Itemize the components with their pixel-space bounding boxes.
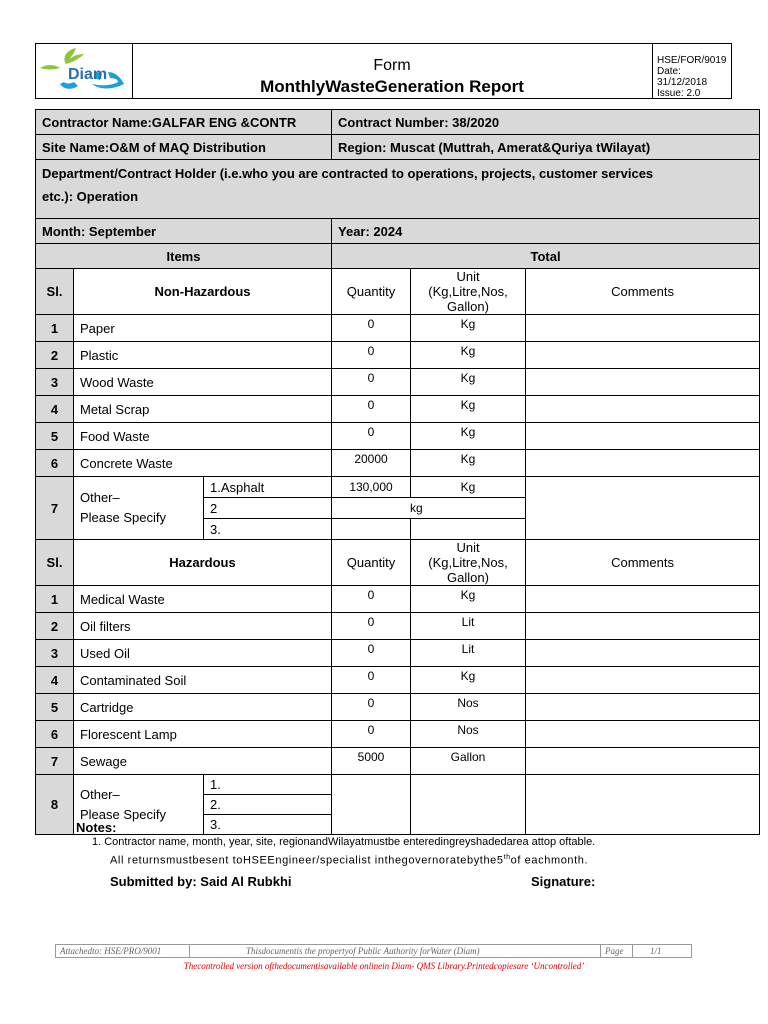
comments-cell[interactable] — [526, 369, 760, 396]
item-name: Paper — [74, 315, 332, 342]
sl-cell: 7 — [36, 477, 74, 540]
form-header — [35, 43, 732, 99]
table-row — [36, 748, 760, 775]
table-row — [36, 640, 760, 667]
unit-cell[interactable]: Kg — [411, 586, 526, 613]
unit-cell[interactable]: Kg — [411, 342, 526, 369]
unit-cell[interactable] — [411, 775, 526, 835]
quantity-cell[interactable]: 0 — [332, 721, 411, 748]
non-hazardous-rows — [36, 315, 760, 477]
comments-cell[interactable] — [526, 315, 760, 342]
item-name: Contaminated Soil — [74, 667, 332, 694]
other-spec[interactable]: 3. — [204, 519, 332, 540]
waste-report-table — [35, 109, 760, 835]
contract-number[interactable]: Contract Number: 38/2020 — [332, 110, 760, 135]
comments-header: Comments — [526, 269, 760, 315]
sl-cell: 1 — [36, 586, 74, 613]
unit-cell[interactable]: Kg — [411, 396, 526, 423]
item-name: Used Oil — [74, 640, 332, 667]
unit-cell[interactable]: Kg — [411, 667, 526, 694]
unit-cell[interactable]: Kg — [411, 477, 526, 498]
unit-cell[interactable]: Kg — [411, 450, 526, 477]
item-name: Sewage — [74, 748, 332, 775]
table-row — [36, 396, 760, 423]
other-label-line2: Please Specify — [80, 806, 166, 822]
unit-cell[interactable]: Kg — [411, 369, 526, 396]
quantity-cell[interactable]: 0 — [332, 342, 411, 369]
other-label — [74, 477, 204, 540]
hazardous-other — [36, 775, 760, 835]
quantity-cell[interactable]: 0 — [332, 396, 411, 423]
item-name: Florescent Lamp — [74, 721, 332, 748]
logo-cell — [36, 44, 133, 98]
month[interactable]: Month: September — [36, 219, 332, 244]
footer-divider — [600, 945, 601, 957]
unit-header: Unit (Kg,Litre,Nos, Gallon) — [411, 540, 526, 586]
sl-cell: 2 — [36, 342, 74, 369]
quantity-cell[interactable] — [332, 519, 411, 540]
non-hazardous-header-row — [36, 269, 760, 315]
quantity-cell[interactable]: 0 — [332, 694, 411, 721]
notes-heading-text: Notes: — [76, 820, 117, 835]
unit-cell[interactable] — [411, 519, 526, 540]
item-name: Plastic — [74, 342, 332, 369]
doc-code: HSE/FOR/9019 — [657, 55, 727, 66]
sl-cell: 6 — [36, 721, 74, 748]
comments-cell[interactable] — [526, 748, 760, 775]
item-name: Metal Scrap — [74, 396, 332, 423]
note-2-post: of eachmonth. — [510, 854, 589, 867]
quantity-cell[interactable]: 130,000 — [332, 477, 411, 498]
note-1: 1. Contractor name, month, year, site, regionandWilayatmustbe enteredingreyshadedarea attop oftable. — [92, 836, 596, 848]
quantity-cell[interactable]: 0 — [332, 586, 411, 613]
other-spec[interactable]: 1. — [204, 775, 332, 795]
footer-divider — [632, 945, 633, 957]
hazardous-header-row — [36, 540, 760, 586]
sl-cell: 3 — [36, 369, 74, 396]
sl-cell: 8 — [36, 775, 74, 835]
note-2 — [110, 854, 588, 867]
non-hazardous-other — [36, 477, 760, 540]
other-spec[interactable]: 2. — [204, 795, 332, 815]
item-name: Food Waste — [74, 423, 332, 450]
contractor-row — [36, 110, 760, 135]
contractor-name[interactable]: Contractor Name:GALFAR ENG &CONTR — [36, 110, 332, 135]
comments-cell[interactable] — [526, 613, 760, 640]
comments-cell[interactable] — [526, 342, 760, 369]
region[interactable]: Region: Muscat (Muttrah, Amerat&Quriya tWilayat) — [332, 135, 760, 160]
site-name[interactable]: Site Name:O&M of MAQ Distribution — [36, 135, 332, 160]
table-row — [36, 586, 760, 613]
controlled-notice: Thecontrolled version ofthedocumentisavailable onlinein Diam- QMS Library.Printedcopiesare ‘Uncontrolled’ — [183, 961, 585, 971]
footer-divider — [189, 945, 190, 957]
department-line2: etc.): Operation — [42, 189, 139, 204]
note-2-pre: All returnsmustbesent toHSEEngineer/specialist inthegovernoratebythe5 — [110, 854, 504, 867]
other-spec[interactable]: 3. — [204, 815, 332, 835]
sl-cell: 5 — [36, 694, 74, 721]
unit-cell[interactable]: Lit — [411, 613, 526, 640]
title-cell — [132, 44, 653, 98]
quantity-cell[interactable] — [332, 775, 411, 835]
doc-meta — [653, 44, 731, 98]
other-spec[interactable]: 2 — [204, 498, 332, 519]
comments-cell[interactable] — [526, 775, 760, 835]
group-header-row — [36, 244, 760, 269]
comments-cell[interactable] — [526, 477, 760, 540]
quantity-cell[interactable]: 0 — [332, 640, 411, 667]
item-name: Wood Waste — [74, 369, 332, 396]
site-row — [36, 135, 760, 160]
submitted-by: Submitted by: Said Al Rubkhi — [110, 874, 292, 889]
table-row — [36, 694, 760, 721]
other-label-line2: Please Specify — [80, 510, 166, 525]
quantity-cell[interactable]: 0 — [332, 667, 411, 694]
table-row — [36, 315, 760, 342]
comments-cell[interactable] — [526, 721, 760, 748]
sl-cell: 6 — [36, 450, 74, 477]
table-row — [36, 721, 760, 748]
unit-cell[interactable]: Kg — [411, 315, 526, 342]
sl-cell: 2 — [36, 613, 74, 640]
unit-cell[interactable]: kg — [332, 498, 526, 519]
table-row — [36, 423, 760, 450]
sl-cell: 4 — [36, 396, 74, 423]
comments-cell[interactable] — [526, 586, 760, 613]
department-cell[interactable] — [36, 160, 760, 219]
unit-header: Unit (Kg,Litre,Nos, Gallon) — [411, 269, 526, 315]
form-word: Form — [373, 57, 411, 74]
sl-header: Sl. — [36, 540, 74, 586]
quantity-header: Quantity — [332, 269, 411, 315]
comments-cell[interactable] — [526, 640, 760, 667]
comments-header: Comments — [526, 540, 760, 586]
sl-cell: 5 — [36, 423, 74, 450]
unit-cell[interactable]: Lit — [411, 640, 526, 667]
year[interactable]: Year: 2024 — [332, 219, 760, 244]
comments-cell[interactable] — [526, 694, 760, 721]
department-line1: Department/Contract Holder (i.e.who you are contracted to operations, projects, customer services — [42, 166, 654, 181]
quantity-cell[interactable]: 20000 — [332, 450, 411, 477]
item-name: Concrete Waste — [74, 450, 332, 477]
footer — [55, 944, 692, 958]
page-title: MonthlyWasteGeneration Report — [260, 77, 524, 96]
footer-page-label: Page — [605, 946, 624, 956]
quantity-cell[interactable]: 0 — [332, 315, 411, 342]
table-row — [36, 369, 760, 396]
sl-header: Sl. — [36, 269, 74, 315]
footer-page-value: 1/1 — [650, 946, 662, 956]
sl-cell: 7 — [36, 748, 74, 775]
logo-text: Diam — [68, 66, 108, 83]
sl-cell: 1 — [36, 315, 74, 342]
quantity-cell[interactable]: 0 — [332, 423, 411, 450]
unit-cell[interactable]: Nos — [411, 721, 526, 748]
item-name: Cartridge — [74, 694, 332, 721]
table-row — [36, 450, 760, 477]
department-row — [36, 160, 760, 219]
table-row — [36, 775, 760, 795]
sl-cell: 4 — [36, 667, 74, 694]
doc-date: Date: 31/12/2018 — [657, 66, 708, 88]
table-row — [36, 667, 760, 694]
note-2-sup: th — [503, 854, 511, 861]
signature-label: Signature: — [531, 874, 596, 889]
table-row — [36, 613, 760, 640]
comments-cell[interactable] — [526, 667, 760, 694]
hazardous-rows — [36, 586, 760, 775]
other-label-line1: Other– — [80, 490, 120, 505]
unit-cell[interactable]: Nos — [411, 694, 526, 721]
other-label-line1: Other– — [80, 786, 120, 802]
unit-cell[interactable]: Kg — [411, 423, 526, 450]
doc-issue: Issue: 2.0 — [657, 88, 701, 99]
comments-cell[interactable] — [526, 450, 760, 477]
footer-property: Thisdocumentis the propertyof Public Authority forWater (Diam) — [246, 946, 480, 956]
quantity-header: Quantity — [332, 540, 411, 586]
other-spec[interactable]: 1.Asphalt — [204, 477, 332, 498]
table-row — [36, 342, 760, 369]
quantity-cell[interactable]: 5000 — [332, 748, 411, 775]
hazardous-header: Hazardous — [74, 540, 332, 586]
quantity-cell[interactable]: 0 — [332, 369, 411, 396]
table-row — [36, 477, 760, 498]
period-row — [36, 219, 760, 244]
item-name: Medical Waste — [74, 586, 332, 613]
notes-heading — [76, 820, 116, 835]
item-name: Oil filters — [74, 613, 332, 640]
comments-cell[interactable] — [526, 423, 760, 450]
non-hazardous-header: Non-Hazardous — [74, 269, 332, 315]
quantity-cell[interactable]: 0 — [332, 613, 411, 640]
comments-cell[interactable] — [526, 396, 760, 423]
unit-cell[interactable]: Gallon — [411, 748, 526, 775]
sl-cell: 3 — [36, 640, 74, 667]
footer-attached: Attachedto: HSE/PRO/9001 — [60, 946, 162, 956]
total-header: Total — [332, 244, 760, 269]
items-header: Items — [36, 244, 332, 269]
